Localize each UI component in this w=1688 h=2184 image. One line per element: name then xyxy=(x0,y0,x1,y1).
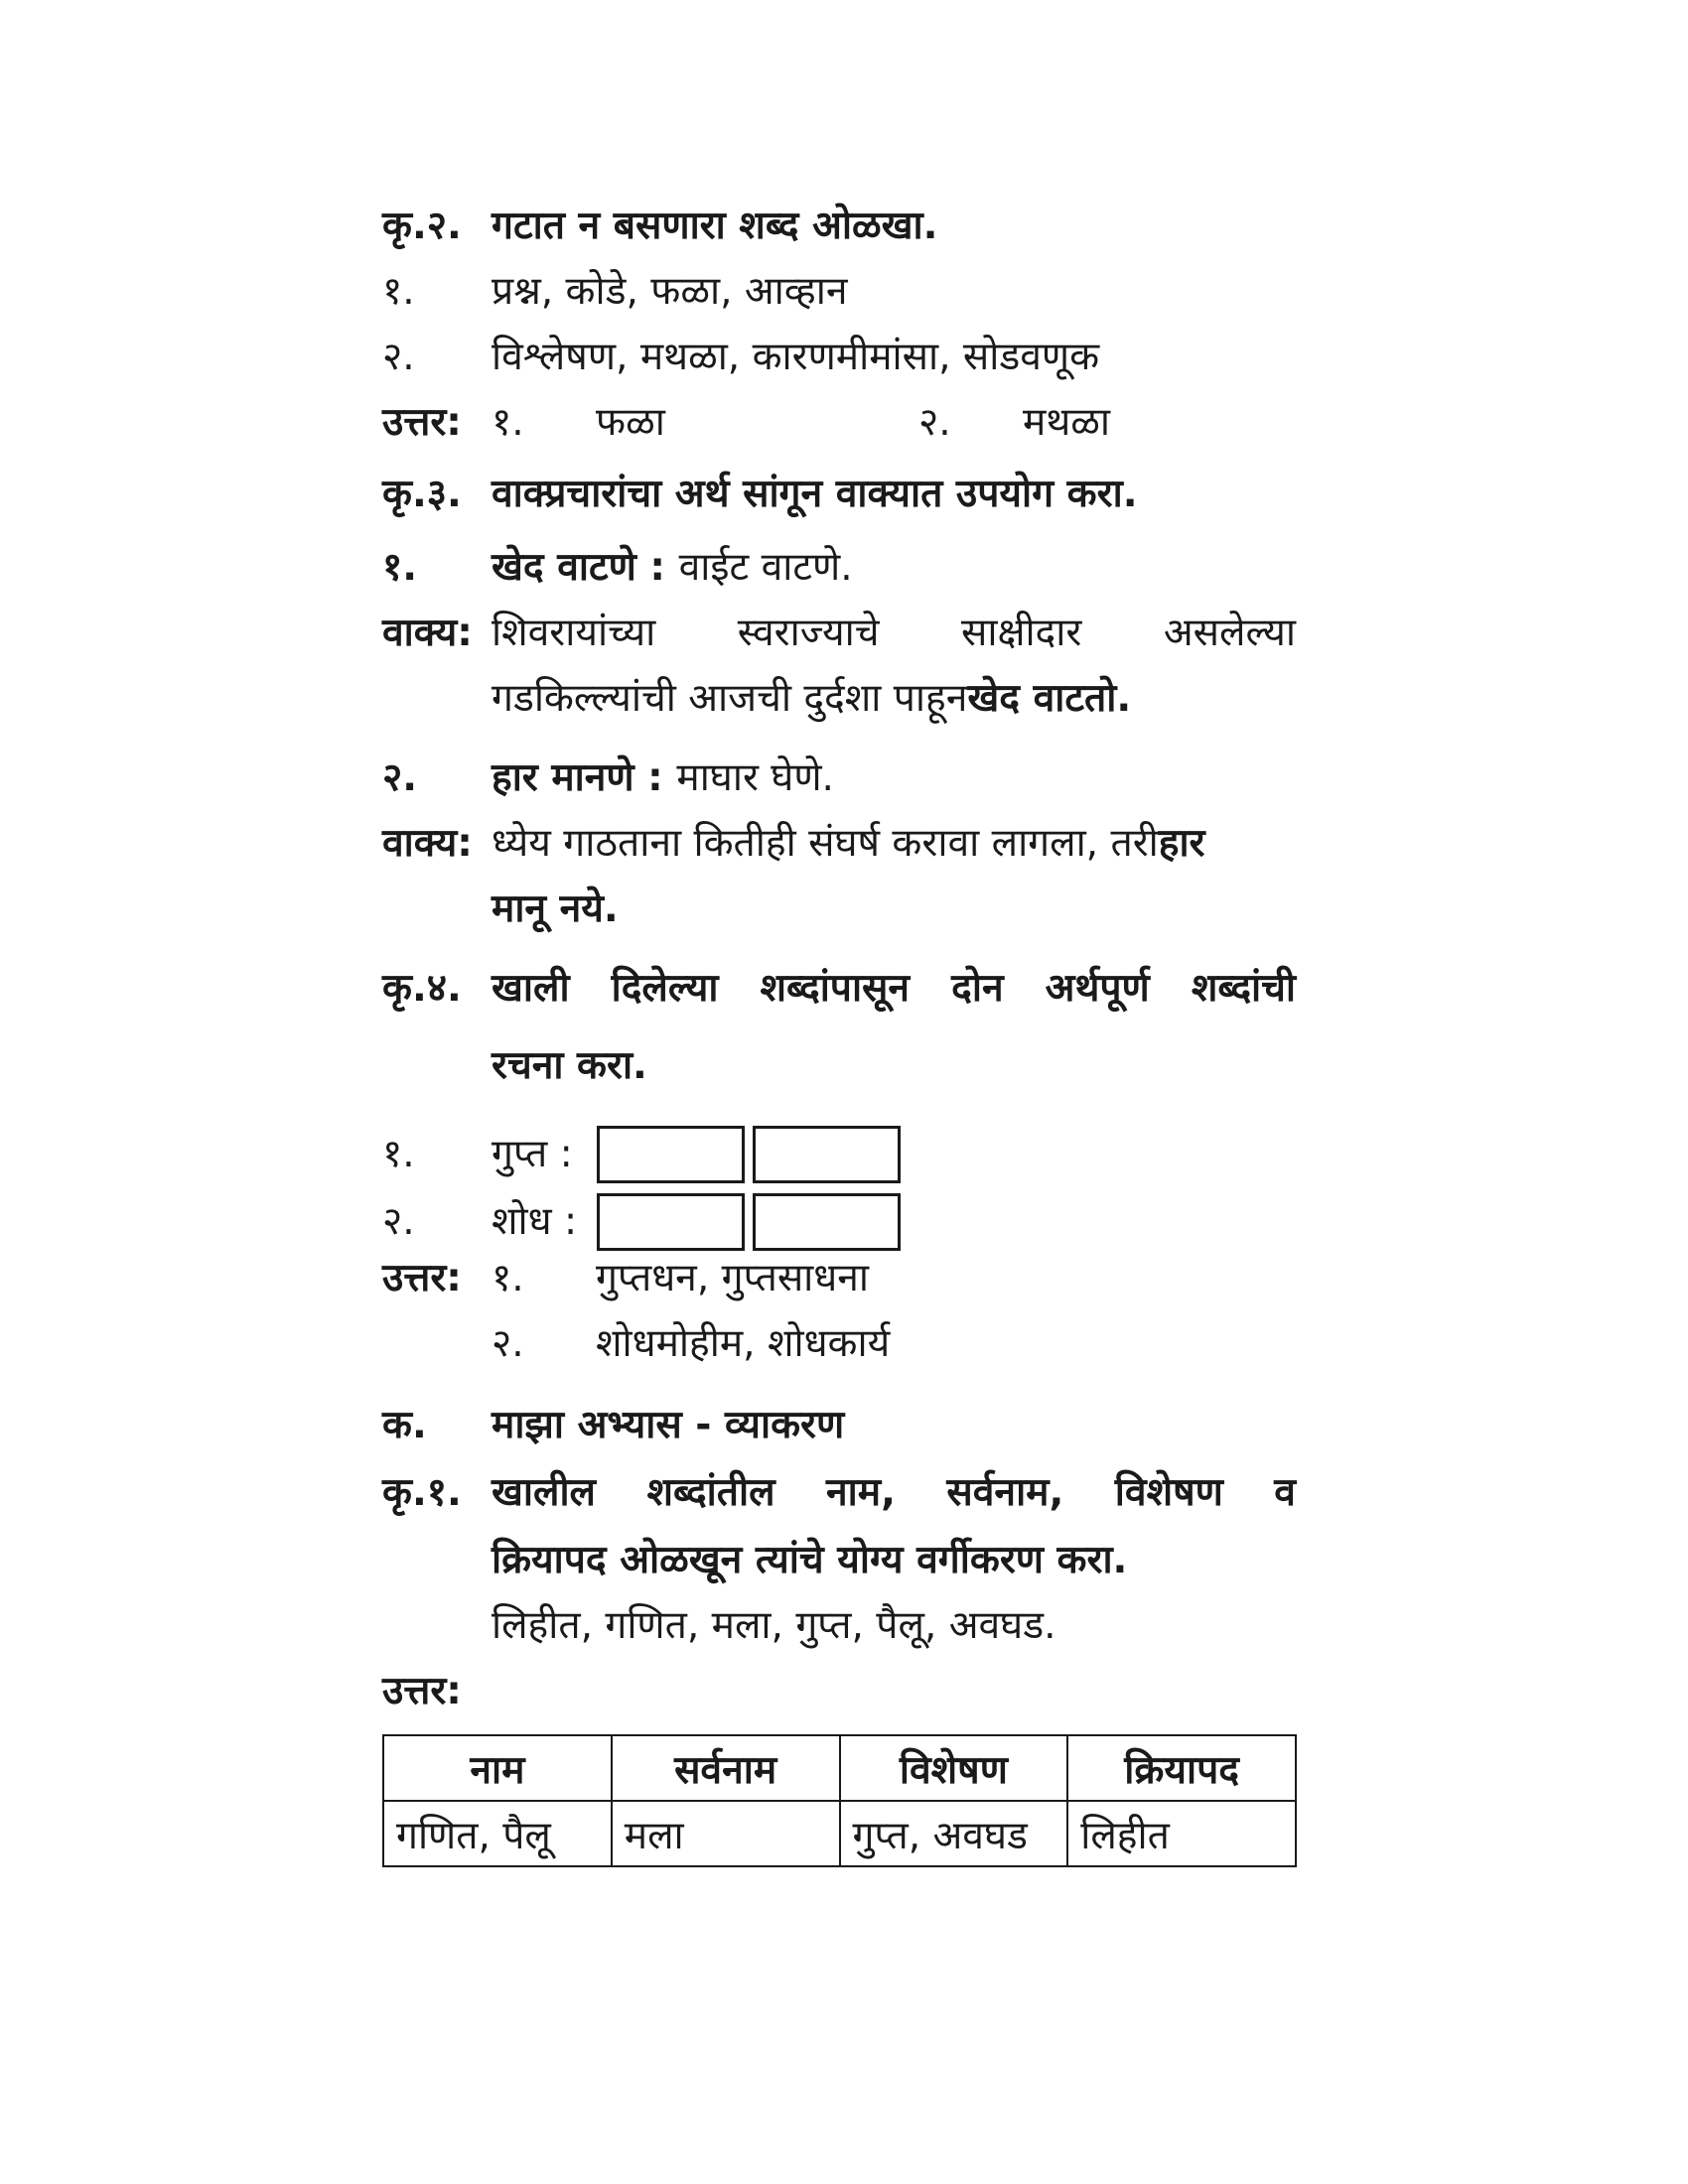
q2-heading xyxy=(382,204,1296,269)
table-cell-verb: लिहीत xyxy=(1067,1801,1296,1866)
qk1-words: लिहीत, गणित, मला, गुप्त, पैलू, अवघड. xyxy=(492,1603,1056,1648)
table-header-noun: नाम xyxy=(383,1735,612,1801)
section-k-title: माझा अभ्यास - व्याकरण xyxy=(492,1403,845,1447)
q3-item-1-sentence-highlight: खेद वाटतो. xyxy=(967,676,1132,721)
table-header-verb: क्रियापद xyxy=(1067,1735,1296,1801)
classification-table xyxy=(382,1734,1297,1867)
q4-title-line2: रचना करा. xyxy=(492,1043,647,1088)
qk1-answer xyxy=(382,1669,1296,1724)
q3-item-2-sep: : xyxy=(633,755,677,800)
q4-heading-cont xyxy=(382,1043,1296,1121)
q3-item-1-sentence-line1: शिवरायांच्या स्वराज्याचे साक्षीदार असलेल्या xyxy=(492,611,1296,655)
q3-item-2-sentence-label: वाक्य: xyxy=(382,821,473,866)
section-k-label: क. xyxy=(382,1403,427,1447)
qk1-number: कृ.१. xyxy=(382,1470,462,1515)
table-header-row xyxy=(383,1735,1296,1801)
q4-title-line1: खाली दिलेल्या शब्दांपासून दोन अर्थपूर्ण शब्दांची xyxy=(492,966,1296,1011)
table-cell-noun: गणित, पैलू xyxy=(383,1801,612,1866)
q2-item-2 xyxy=(382,335,1296,400)
q4-item-1-blank-2[interactable] xyxy=(753,1126,901,1183)
q2-item-1-text: प्रश्न, कोडे, फळा, आव्हान xyxy=(492,269,848,314)
qk1-title-line1: खालील शब्दांतील नाम, सर्वनाम, विशेषण व xyxy=(492,1470,1296,1515)
qk1-title-line2: क्रियापद ओळखून त्यांचे योग्य वर्गीकरण करा. xyxy=(492,1538,1128,1582)
q2-answer xyxy=(382,400,1296,472)
q4-item-2-num: २. xyxy=(382,1198,415,1244)
q3-item-1-sentence-line2: गडकिल्ल्यांची आजची दुर्दशा पाहून xyxy=(492,676,968,721)
q4-item-1-num: १. xyxy=(382,1131,415,1176)
q2-answer-1-num: १. xyxy=(492,400,524,445)
q3-item-2-meaning: माघार घेणे. xyxy=(676,755,834,800)
q3-item-1-sentence-label: वाक्य: xyxy=(382,611,473,655)
q2-title: गटात न बसणारा शब्द ओळखा. xyxy=(492,204,938,248)
q2-item-1-num: १. xyxy=(382,269,415,314)
q3-item-2-sentence-highlight-2: मानू नये. xyxy=(492,887,619,931)
q4-item-2-blank-2[interactable] xyxy=(753,1193,901,1251)
q3-item-2-phrase: हार मानणे xyxy=(492,755,634,800)
q2-answer-2-text: मथळा xyxy=(1023,400,1110,445)
q4-item-1-blank-1[interactable] xyxy=(597,1126,745,1183)
q3-item-2-num: २. xyxy=(382,755,418,800)
q3-heading xyxy=(382,472,1296,545)
q2-answer-1-text: फळा xyxy=(596,400,665,445)
qk1-heading xyxy=(382,1470,1296,1538)
q4-answer-label: उत्तर: xyxy=(382,1256,462,1300)
q3-item-1-meaning: वाईट वाटणे. xyxy=(678,545,853,590)
q3-item-2-sentence xyxy=(382,821,1296,887)
q3-item-1-sep: : xyxy=(635,545,679,590)
q2-item-1 xyxy=(382,269,1296,335)
table-row xyxy=(383,1801,1296,1866)
q4-answer-1 xyxy=(382,1256,1296,1321)
q3-item-1-sentence xyxy=(382,611,1296,676)
q4-answer-2-text: शोधमोहीम, शोधकार्य xyxy=(596,1321,891,1366)
q3-number: कृ.३. xyxy=(382,472,462,516)
q4-item-2-word: शोध : xyxy=(492,1198,578,1244)
q4-answer-1-text: गुप्तधन, गुप्तसाधना xyxy=(596,1256,870,1300)
section-k-heading xyxy=(382,1403,1296,1470)
q4-item-2 xyxy=(382,1188,1296,1256)
q3-item-2-sentence-highlight-1: हार xyxy=(1158,821,1205,866)
q3-item-2-sentence-cont xyxy=(382,887,1296,966)
table-header-pronoun: सर्वनाम xyxy=(612,1735,840,1801)
q2-answer-label: उत्तर: xyxy=(382,400,462,445)
q2-answer-2-num: २. xyxy=(918,400,951,445)
q3-item-1 xyxy=(382,545,1296,611)
qk1-heading-cont xyxy=(382,1538,1296,1603)
q4-item-1-word: गुप्त : xyxy=(492,1131,573,1176)
q4-answer-2 xyxy=(382,1321,1296,1403)
table-header-adjective: विशेषण xyxy=(840,1735,1068,1801)
qk1-answer-label: उत्तर: xyxy=(382,1669,462,1713)
q4-answer-1-num: १. xyxy=(492,1256,524,1300)
q2-item-2-num: २. xyxy=(382,335,415,379)
q4-heading xyxy=(382,966,1296,1043)
q3-item-2-sentence-line1: ध्येय गाठताना कितीही संघर्ष करावा लागला, तरी xyxy=(492,821,1159,866)
q3-item-1-phrase: खेद वाटणे xyxy=(492,545,636,590)
q4-item-2-blank-1[interactable] xyxy=(597,1193,745,1251)
q3-item-2 xyxy=(382,755,1296,821)
qk1-words-row xyxy=(382,1603,1296,1669)
q3-item-1-sentence-cont xyxy=(382,676,1296,755)
q2-item-2-text: विश्लेषण, मथळा, कारणमीमांसा, सोडवणूक xyxy=(492,335,1100,379)
worksheet-page xyxy=(382,204,1296,1867)
q4-item-1 xyxy=(382,1121,1296,1188)
q3-item-1-num: १. xyxy=(382,545,418,590)
q2-number: कृ.२. xyxy=(382,204,462,248)
q3-title: वाक्प्रचारांचा अर्थ सांगून वाक्यात उपयोग करा. xyxy=(492,472,1138,516)
table-cell-pronoun: मला xyxy=(612,1801,840,1866)
q4-answer-2-num: २. xyxy=(492,1321,524,1366)
table-cell-adjective: गुप्त, अवघड xyxy=(840,1801,1068,1866)
q4-number: कृ.४. xyxy=(382,966,462,1011)
